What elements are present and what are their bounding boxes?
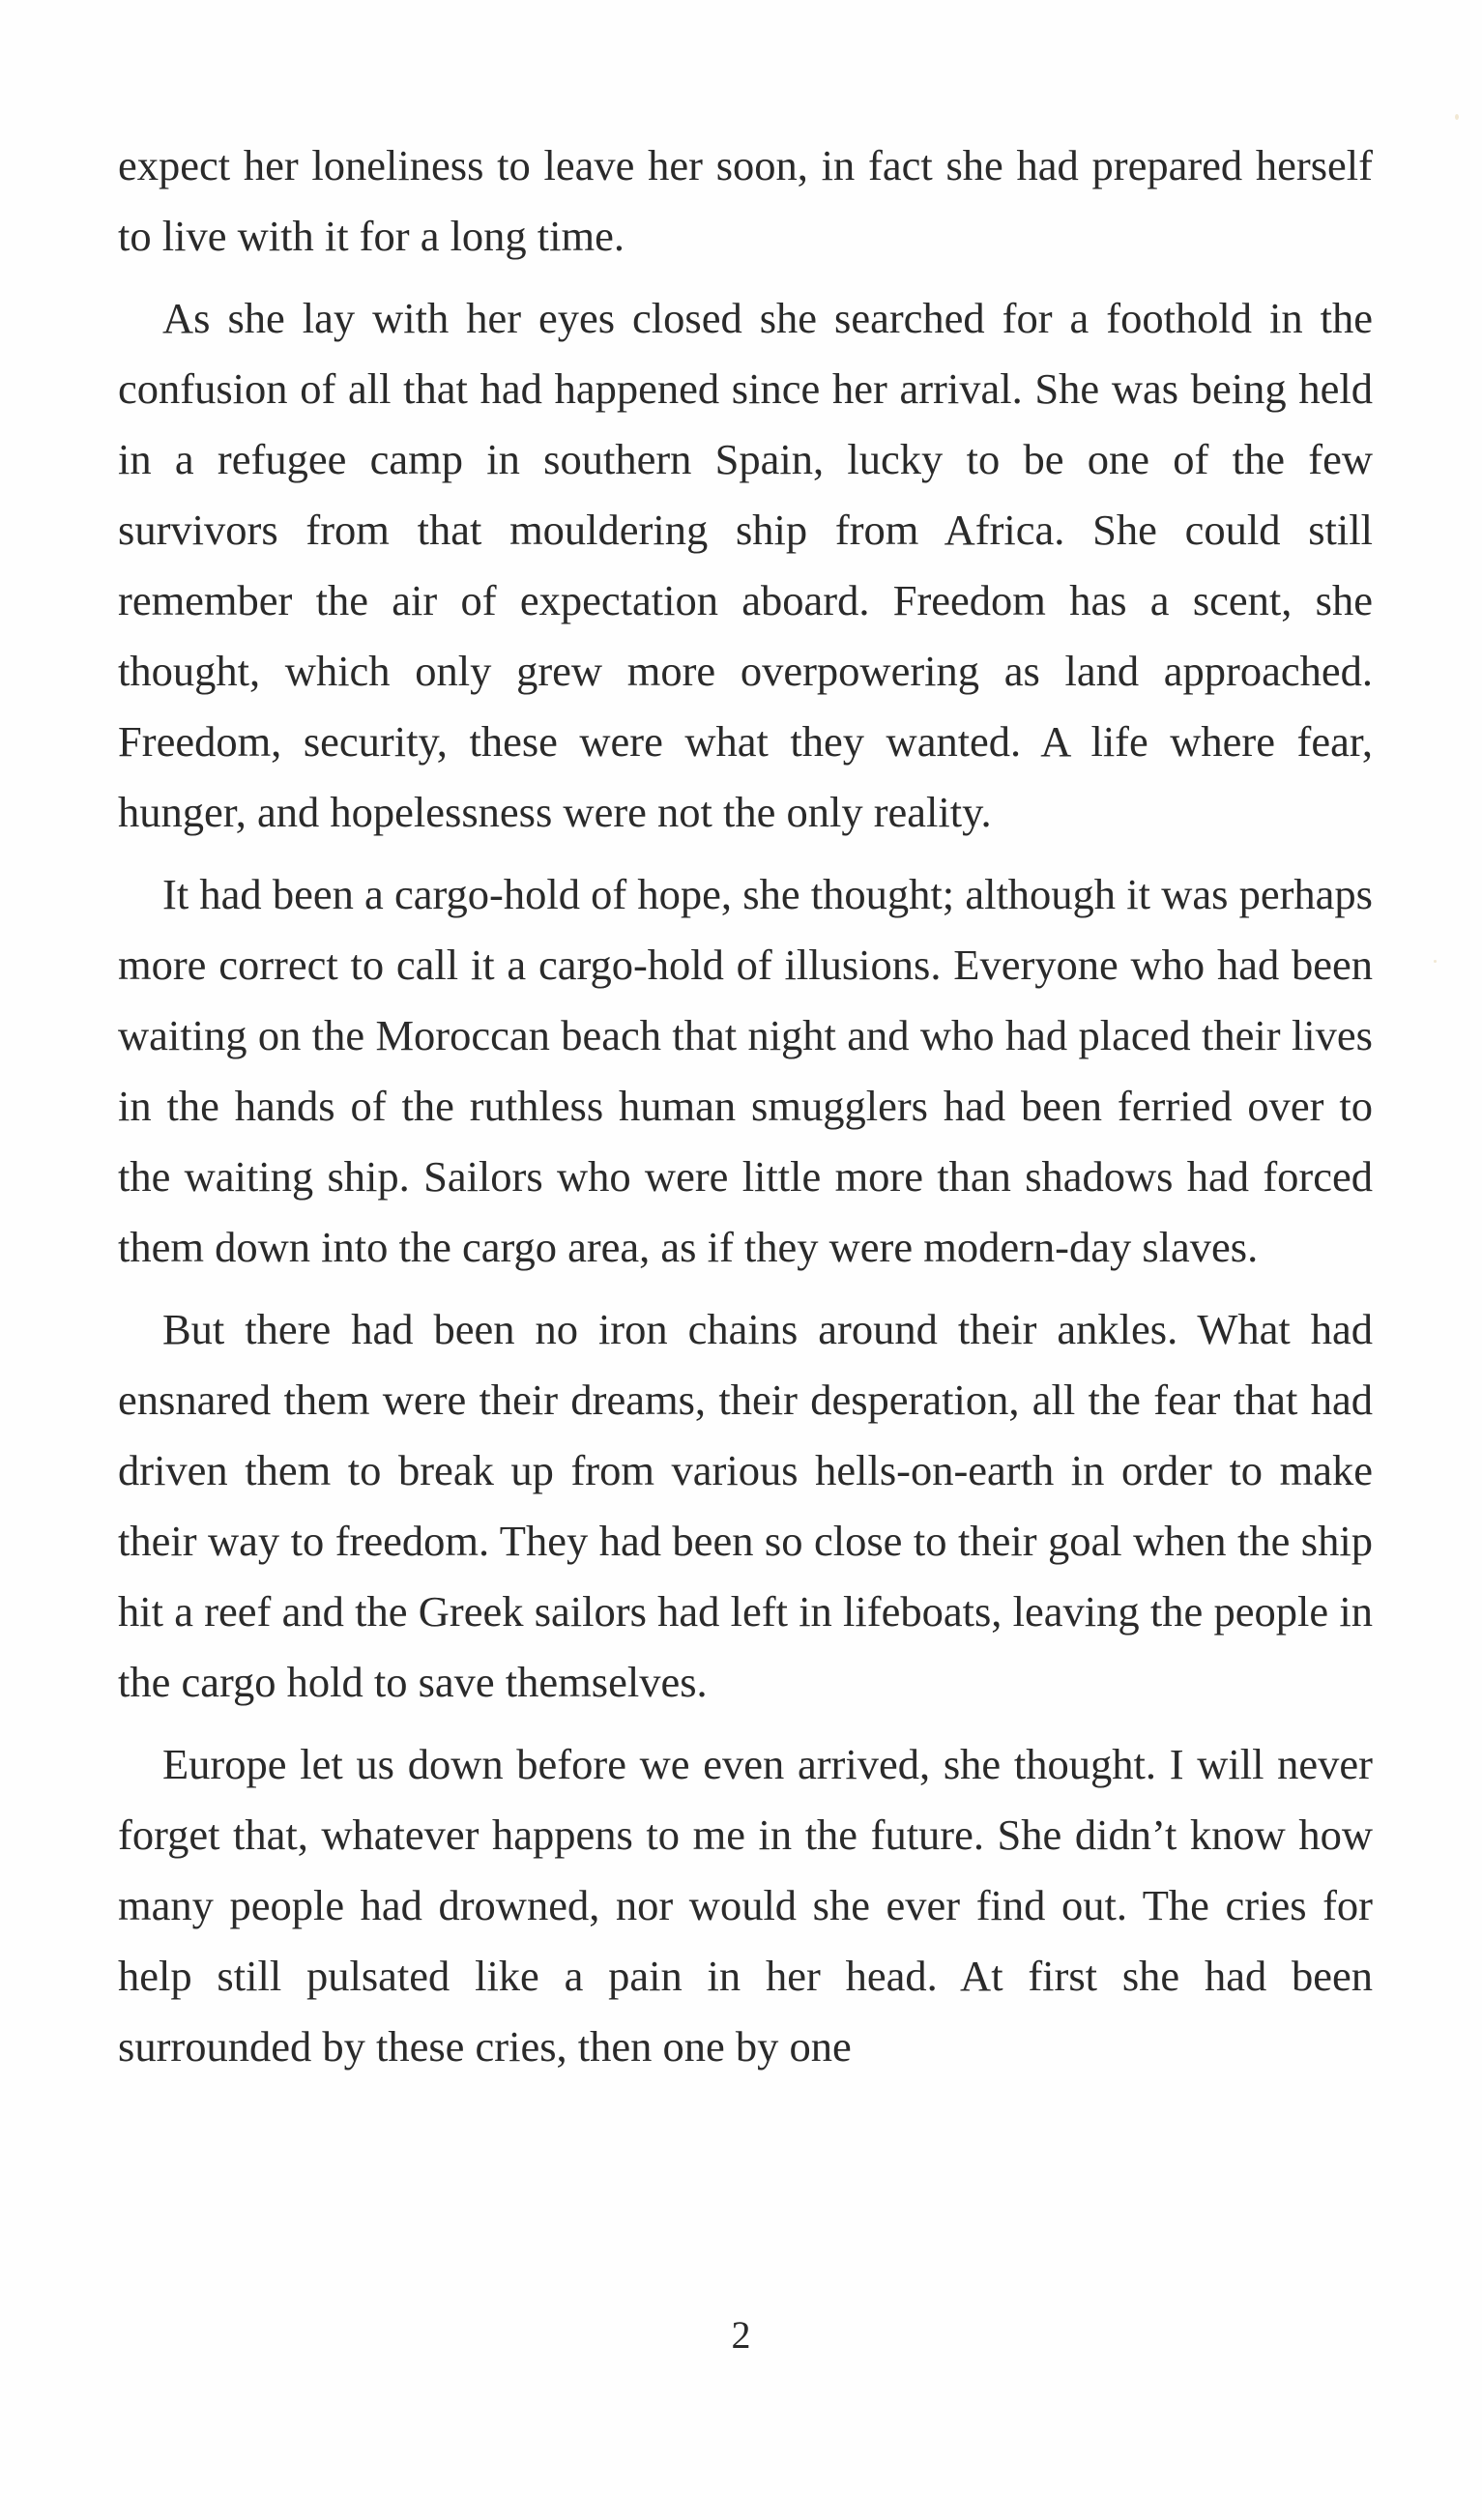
- paragraph-5: Europe let us down before we even arrived, she thought. I will never forget that, whatever happens to me in the future. She didn’t know how many people had drowned, nor would she ever find out. The cries for help still pulsated like a pain in her head. At first she had been surrounded by these cries, then one by one: [118, 1740, 1373, 2071]
- paper-speck: [1455, 114, 1459, 120]
- paragraph-1: expect her loneliness to leave her soon, in fact she had prepared herself to live with it for a long time.: [118, 141, 1373, 260]
- paper-speck: [1434, 960, 1437, 963]
- page-number: 2: [731, 2313, 751, 2357]
- paragraph-2: As she lay with her eyes closed she searched for a foothold in the confusion of all that had happened since her arrival. She was being held in a refugee camp in southern Spain, lucky to be one of the few survivors from that mouldering ship from Africa. She could still remember the air of expectation aboard. Freedom has a scent, she thought, which only grew more overpowering as land approached. Freedom, security, these were what they wanted. A life where fear, hunger, and hopelessness were not the only reality.: [118, 294, 1373, 836]
- paragraph-4: But there had been no iron chains around their ankles. What had ensnared them were their dreams, their desperation, all the fear that had driven them to break up from various hells-on-earth in order to make their way to freedom. They had been so close to their goal when the ship hit a reef and the Greek sailors had left in lifeboats, leaving the people in the cargo hold to save themselves.: [118, 1305, 1373, 1706]
- body-text: [118, 130, 1373, 2094]
- paragraph-3: It had been a cargo-hold of hope, she thought; although it was perhaps more correct to call it a cargo-hold of illusions. Everyone who had been waiting on the Moroccan beach that night and who had placed their lives in the hands of the ruthless human smugglers had been ferried over to the waiting ship. Sailors who were little more than shadows had forced them down into the cargo area, as if they were modern-day slaves.: [118, 870, 1373, 1271]
